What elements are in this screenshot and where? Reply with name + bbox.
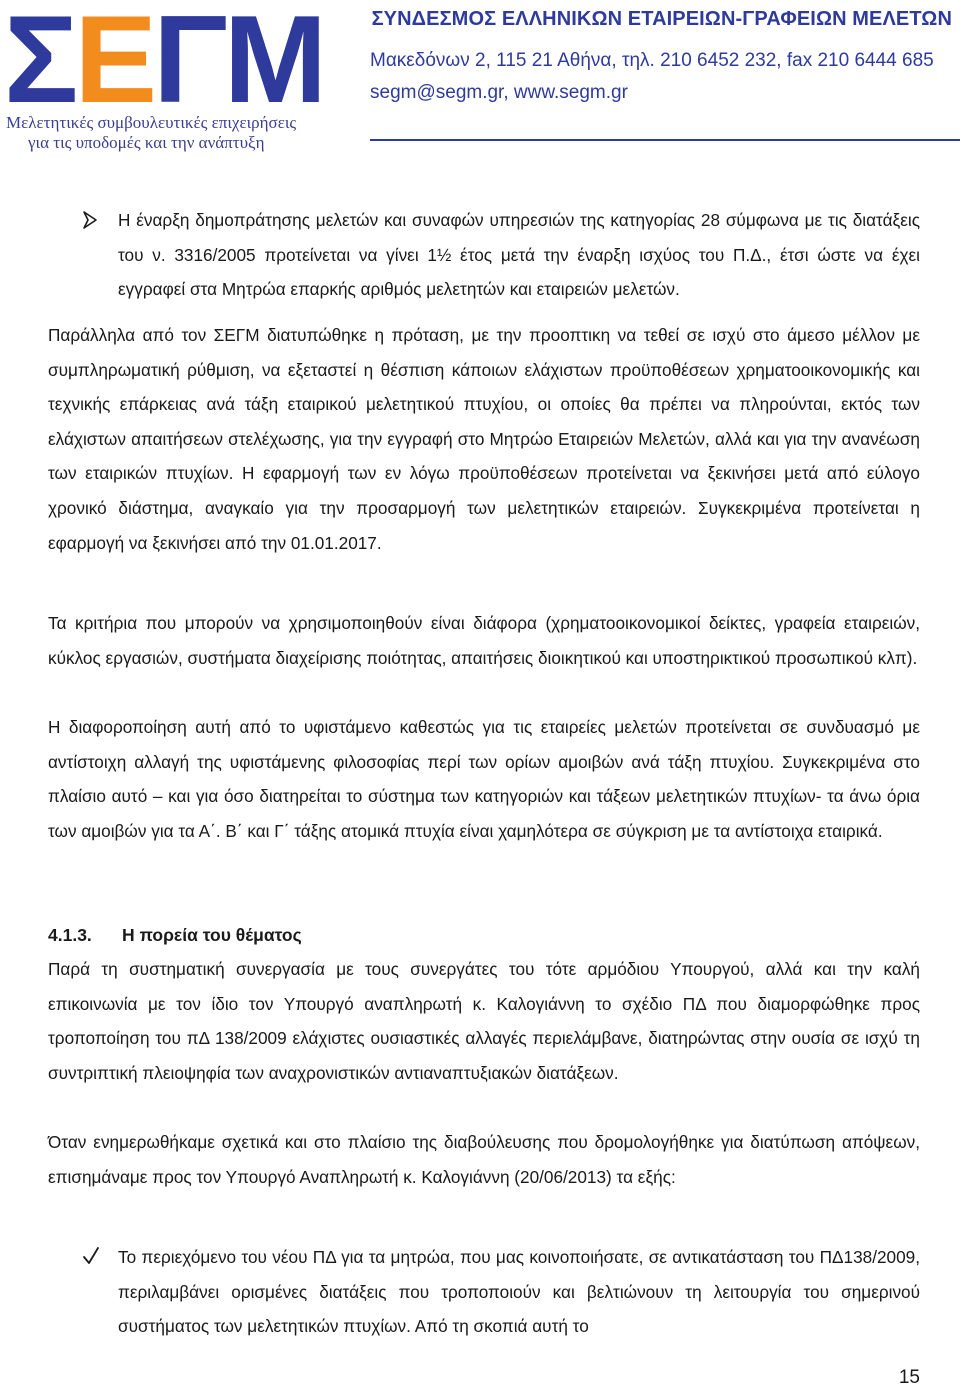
page-number: 15 xyxy=(898,1367,920,1388)
organization-name: ΣΥΝΔΕΣΜΟΣ ΕΛΛΗΝΙΚΩΝ ΕΤΑΙΡΕΙΩΝ-ΓΡΑΦΕΙΩΝ ΜΕΛΕΤΩΝ xyxy=(371,8,952,30)
segm-logo xyxy=(0,0,323,160)
checkmark-bullet-icon xyxy=(82,1240,100,1287)
organization-address: Μακεδόνων 2, 115 21 Αθήνα, τηλ. 210 6452 232, fax 210 6444 685 xyxy=(370,50,934,71)
section-title: Η πορεία του θέματος xyxy=(122,925,302,945)
paragraph: Παράλληλα από τον ΣΕΓΜ διατυπώθηκε η πρόταση, με την προοπτικη να τεθεί σε ισχύ στο άμεσο μέλλον με συμπληρωματική ρύθμιση, να εξεταστεί η θέσπιση κάποιων ελάχιστων προϋποθέσεων χρηματοοικονομικής και τεχνικής επάρκειας ανά τάξη εταιρικού μελετητικού πτυχίου, οι οποίες θα πρέπει να πληρούνται, εκτός των ελάχιστων απαιτήσεων στελέχωσης, για την εγγραφή στο Μητρώο Εταιρειών Μελετών, αλλά και για την ανανέωση των εταιρικών πτυχίων. Η εφαρμογή των εν λόγω προϋποθέσεων προτείνεται να ξεκινήσει μετά από εύλογο χρονικό διάστημα, αναγκαίο για την προσαρμογή των μελετητικών εταιρειών. Συγκεκριμένα προτείνεται η εφαρμογή να ξεκινήσει από την 01.01.2017. xyxy=(48,325,920,553)
logo-tagline-1: Μελετητικές συμβουλευτικές επιχειρήσεις xyxy=(6,113,297,132)
section-number: 4.1.3. xyxy=(48,925,92,945)
svg-text:ΣΕΓΜ: ΣΕΓΜ xyxy=(4,0,323,129)
section-heading xyxy=(48,918,302,952)
header-divider xyxy=(370,139,960,141)
logo-tagline-2: για τις υποδομές και την ανάπτυξη xyxy=(28,133,265,152)
paragraph: Τα κριτήρια που μπορούν να χρησιμοποιηθούν είναι διάφορα (χρηματοοικονομικοί δείκτες, γραφεία εταιρειών, κύκλος εργασιών, συστήματα διαχείρισης ποιότητας, απαιτήσεις διοικητικού και υποστηρικτικού προσωπικού κλπ). xyxy=(48,613,920,668)
organization-contact: segm@segm.gr, www.segm.gr xyxy=(370,82,628,103)
arrowhead-bullet-icon xyxy=(82,203,98,250)
bullet-text: Το περιεχόμενο του νέου ΠΔ για τα μητρώα, που μας κοινοποιήσατε, σε αντικατάσταση του ΠΔ138/2009, περιλαμβάνει ορισμένες διατάξεις που τροποποιούν και βελτιώνουν τη λειτουργία του σημερινού συστήματος των μελετητικών πτυχίων. Από τη σκοπιά αυτή το xyxy=(118,1247,920,1337)
paragraph: Παρά τη συστηματική συνεργασία με τους συνεργάτες του τότε αρμόδιου Υπουργού, αλλά και την καλή επικοινωνία με τον ίδιο τον Υπουργό αναπληρωτή κ. Καλογιάννη το σχέδιο ΠΔ που διαμορφώθηκε προς τροποποίηση του πΔ 138/2009 ελάχιστες ουσιαστικές αλλαγές περιελάμβανε, διατηρώντας στην ουσία σε ισχύ τη συντριπτική πλειοψηφία των αναχρονιστικών αντιαναπτυξιακών διατάξεων. xyxy=(48,959,920,1083)
paragraph: Όταν ενημερωθήκαμε σχετικά και στο πλαίσιο της διαβούλευσης που δρομολογήθηκε για διατύπωση απόψεων, επισημάναμε προς τον Υπουργό Αναπληρωτή κ. Καλογιάννη (20/06/2013) τα εξής: xyxy=(48,1132,920,1187)
bullet-text: Η έναρξη δημοπράτησης μελετών και συναφών υπηρεσιών της κατηγορίας 28 σύμφωνα με τις διατάξεις του ν. 3316/2005 προτείνεται να γίνει 1½ έτος μετά την έναρξη ισχύος του Π.Δ., έτσι ώστε να έχει εγγραφεί στα Μητρώα επαρκής αριθμός μελετητών και εταιρειών μελετών. xyxy=(118,210,920,300)
paragraph: Η διαφοροποίηση αυτή από το υφιστάμενο καθεστώς για τις εταιρείες μελετών προτείνεται σε συνδυασμό με αντίστοιχη αλλαγή της υφιστάμενης φιλοσοφίας περί των ορίων αμοιβών ανά τάξη πτυχίου. Συγκεκριμένα στο πλαίσιο αυτό – και για όσο διατηρείται το σύστημα των κατηγοριών και τάξεων μελετητικών πτυχίων- τα άνω όρια των αμοιβών για τα Α΄. Β΄ και Γ΄ τάξης ατομικά πτυχία είναι χαμηλότερα σε σύγκριση με τα αντίστοιχα εταιρικά. xyxy=(48,717,920,841)
